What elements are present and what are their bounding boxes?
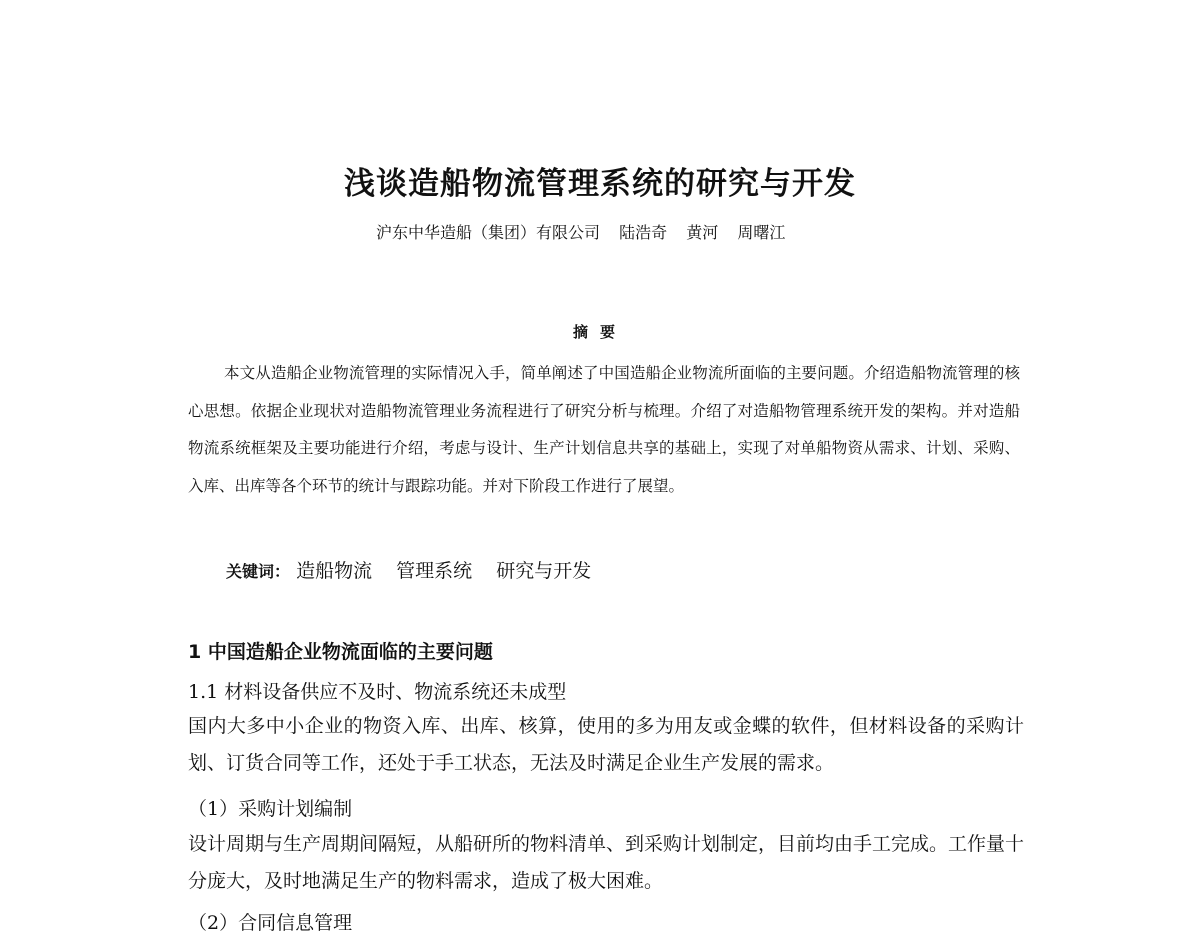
body-paragraph: 设计周期与生产周期间隔短，从船研所的物料清单、到采购计划制定，目前均由手工完成。工作量十分庞大，及时地满足生产的物料需求，造成了极大困难。 [188,833,1025,892]
author-name: 黄河 [686,223,719,242]
abstract-text: 本文从造船企业物流管理的实际情况入手，简单阐述了中国造船企业物流所面临的主要问题。介绍造船物流管理的核心思想。依据企业现状对造船物流管理业务流程进行了研究分析与梳理。介绍了对造船物管理系统开发的架构。并对造船物流系统框架及主要功能进行介绍，考虑与设计、生产计划信息共享的基础上，实现了对单船物资从需求、计划、采购、入库、出库等各个环节的统计与跟踪功能。并对下阶段工作进行了展望。 [188,364,1020,495]
subsection-heading: 1.1 材料设备供应不及时、物流系统还未成型 [188,681,567,703]
paper-title: 浅谈造船物流管理系统的研究与开发 [344,166,856,202]
keyword: 造船物流 [296,560,373,582]
author-line [376,220,799,243]
keywords-label: 关键词： [226,562,291,581]
affiliation: 沪东中华造船（集团）有限公司 [376,223,601,242]
item-heading: （1）采购计划编制 [188,798,353,820]
keywords-line [226,556,609,583]
body-paragraph: 国内大多中小企业的物资入库、出库、核算，使用的多为用友或金蝶的软件，但材料设备的采购计划、订货合同等工作，还处于手工状态，无法及时满足企业生产发展的需求。 [188,715,1024,774]
section-heading: 1 中国造船企业物流面临的主要问题 [188,641,493,663]
keyword: 研究与开发 [496,560,592,582]
keyword: 管理系统 [396,560,473,582]
abstract-heading: 摘要 [572,323,627,341]
author-name: 陆浩奇 [619,223,668,242]
item-heading-cut-off: （2）合同信息管理 [188,912,353,934]
author-name: 周曙江 [737,223,786,242]
